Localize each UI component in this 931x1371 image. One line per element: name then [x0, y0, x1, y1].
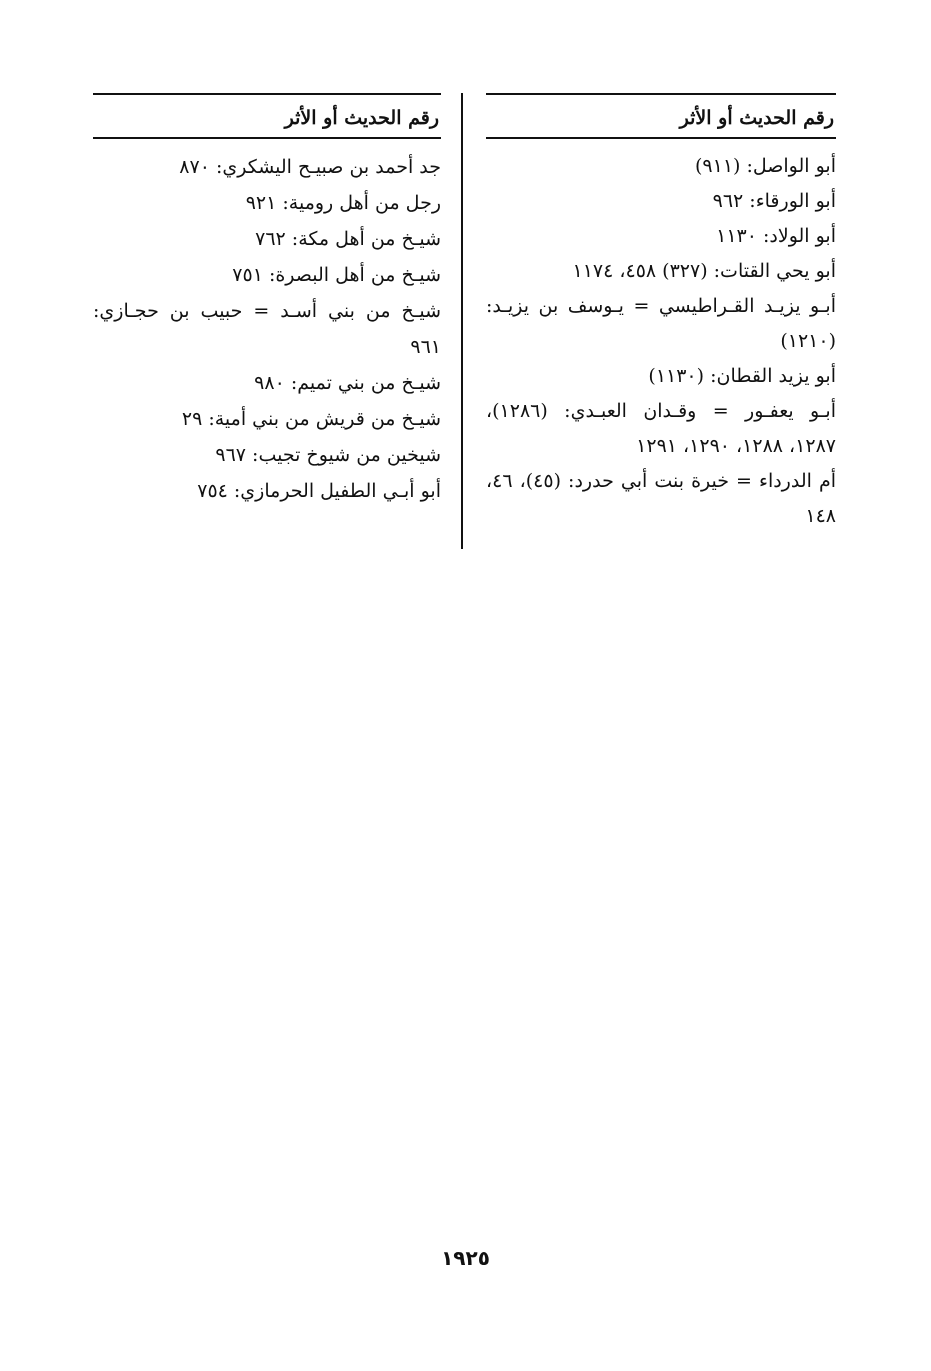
index-entry: أبو أبـي الطفيل الحرمازي: ٧٥٤ — [197, 480, 441, 502]
index-entry: أبو الواصل: (٩١١) — [694, 155, 836, 177]
index-entry: شيـخ من بني تميم: ٩٨٠ — [254, 372, 441, 394]
index-entry: جد أحمد بن صبيـح اليشكري: ٨٧٠ — [179, 156, 441, 178]
index-entry: أبو الولاد: ١١٣٠ — [716, 225, 836, 247]
index-column-left — [93, 93, 441, 509]
index-entry: أم الدرداء = خيرة بنت أبي حدرد: (٤٥)، ٤٦، ١٤٨ — [486, 470, 836, 527]
index-entry: رجل من أهل رومية: ٩٢١ — [245, 192, 441, 214]
index-entry: أبـو يزيـد القـراطيسي = يـوسف بن يزيـد: (١٢١٠) — [486, 295, 836, 352]
index-entry: أبـو يعفـور = وقـدان العبـدي: (١٢٨٦)، ١٢٨٧، ١٢٨٨، ١٢٩٠، ١٢٩١ — [486, 400, 836, 457]
column-header: رقم الحديث أو الأثر — [486, 93, 836, 139]
index-entry: أبو يزيد القطان: (١١٣٠) — [648, 365, 836, 387]
entry-list — [93, 139, 441, 509]
index-entry: شيخين من شيوخ تجيب: ٩٦٧ — [215, 444, 441, 466]
index-entry: أبو يحي القتات: (٣٢٧) ٤٥٨، ١١٧٤ — [572, 260, 836, 282]
index-entry: أبو الورقاء: ٩٦٢ — [712, 190, 836, 212]
index-entry: شيـخ من أهل مكة: ٧٦٢ — [255, 228, 441, 250]
column-header: رقم الحديث أو الأثر — [93, 93, 441, 139]
index-column-right — [486, 93, 836, 534]
index-entry: شيـخ من بني أسـد = حبيب بن حجـازي: ٩٦١ — [93, 300, 441, 358]
page-number: ١٩٢٥ — [441, 1246, 490, 1270]
index-entry: شيـخ من أهل البصرة: ٧٥١ — [232, 264, 441, 286]
column-divider — [461, 93, 463, 549]
index-entry: شيـخ من قريش من بني أمية: ٢٩ — [181, 408, 441, 430]
entry-list — [486, 139, 836, 534]
